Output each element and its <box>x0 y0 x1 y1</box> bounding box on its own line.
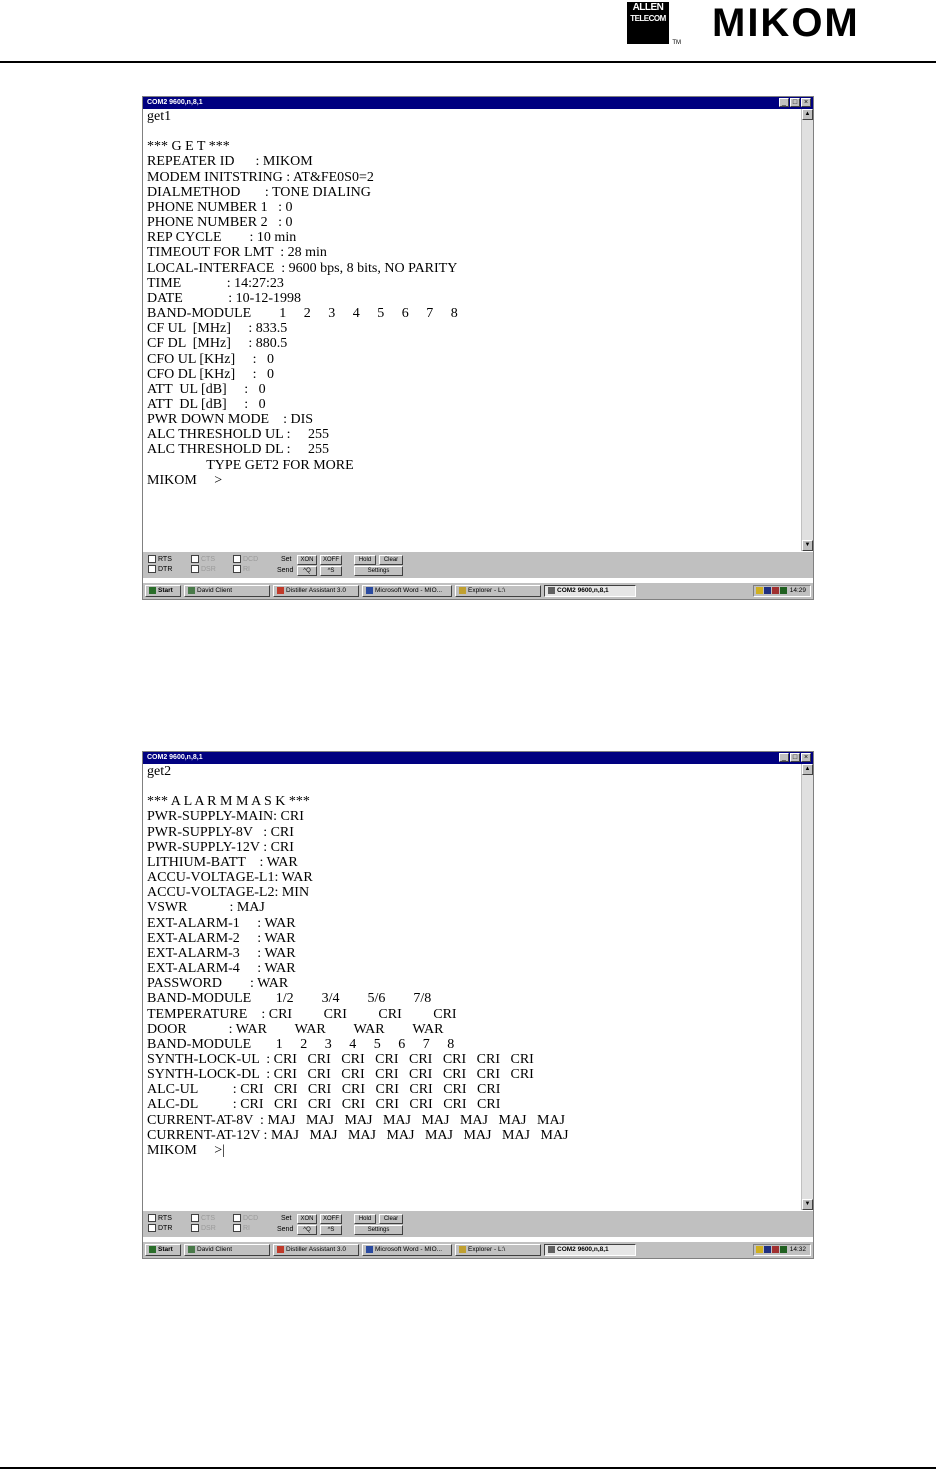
terminal-output[interactable] <box>147 109 799 549</box>
vertical-scrollbar[interactable] <box>801 109 813 551</box>
cts-indicator: CTS <box>191 1214 215 1224</box>
terminal-line: LOCAL-INTERFACE : 9600 bps, 8 bits, NO PARITY <box>147 260 458 276</box>
terminal-line: ALC-DL : CRI CRI CRI CRI CRI CRI CRI CRI <box>147 1097 501 1113</box>
taskbar-item[interactable]: Explorer - L:\ <box>455 585 541 597</box>
hold-button[interactable]: Hold <box>354 1214 376 1224</box>
allen-telecom-logo <box>627 2 681 46</box>
terminal-line <box>147 124 799 139</box>
minimize-button[interactable]: _ <box>779 753 789 762</box>
terminal-line: PWR-SUPPLY-8V : CRI <box>147 824 294 840</box>
speaker-icon[interactable] <box>756 1246 763 1253</box>
settings-button[interactable]: Settings <box>354 1225 403 1235</box>
terminal-line: MIKOM >| <box>147 1142 225 1158</box>
vertical-scrollbar[interactable] <box>801 764 813 1210</box>
send-label: Send <box>277 1226 294 1233</box>
terminal-line: PWR DOWN MODE : DIS <box>147 412 314 428</box>
window-title: COM2 9600,n,8,1 <box>147 99 203 106</box>
maximize-button[interactable]: □ <box>790 753 800 762</box>
taskbar-item-active[interactable]: COM2 9600,n,8,1 <box>544 585 636 597</box>
terminal-line: CF DL [MHz] : 880.5 <box>147 336 288 352</box>
maximize-button[interactable]: □ <box>790 98 800 107</box>
speaker-icon[interactable] <box>756 587 763 594</box>
terminal-line: DIALMETHOD : TONE DIALING <box>147 184 371 200</box>
terminal-line: EXT-ALARM-2 : WAR <box>147 930 296 946</box>
explorer-icon <box>459 1246 466 1253</box>
terminal-line: EXT-ALARM-1 : WAR <box>147 915 296 931</box>
dtr-checkbox[interactable]: DTR <box>148 565 172 575</box>
distiller-icon <box>277 587 284 594</box>
tray-app-icon[interactable] <box>780 587 787 594</box>
clear-button[interactable]: Clear <box>379 1214 403 1224</box>
set-label: Set <box>281 556 292 563</box>
ri-indicator: RI <box>233 1224 250 1234</box>
scroll-up-arrow[interactable]: ▲ <box>802 764 813 775</box>
set-xon-button[interactable]: XON <box>297 555 317 565</box>
taskbar-item[interactable]: Explorer - L:\ <box>455 1244 541 1256</box>
system-tray <box>753 585 811 597</box>
control-panel <box>143 551 813 578</box>
terminal-icon <box>548 587 555 594</box>
scroll-up-arrow[interactable]: ▲ <box>802 109 813 120</box>
rts-checkbox[interactable]: RTS <box>148 555 172 565</box>
terminal-icon <box>548 1246 555 1253</box>
terminal-line: TIMEOUT FOR LMT : 28 min <box>147 245 327 261</box>
terminal-line: CURRENT-AT-12V : MAJ MAJ MAJ MAJ MAJ MAJ MAJ MAJ <box>147 1127 569 1143</box>
terminal-line: BAND-MODULE 1 2 3 4 5 6 7 8 <box>147 1036 455 1052</box>
windows-flag-icon <box>149 587 156 594</box>
taskbar-item[interactable]: Distiller Assistant 3.0 <box>273 1244 359 1256</box>
dcd-indicator: DCD <box>233 1214 258 1224</box>
send-ctrl-s-button[interactable]: ^S <box>320 566 342 576</box>
scroll-down-arrow[interactable]: ▼ <box>802 540 813 551</box>
terminal-line: SYNTH-LOCK-DL : CRI CRI CRI CRI CRI CRI CRI CRI <box>147 1067 534 1083</box>
terminal-line: PHONE NUMBER 1 : 0 <box>147 199 293 215</box>
terminal-line: ALC THRESHOLD DL : 255 <box>147 442 329 458</box>
tray-app-icon[interactable] <box>780 1246 787 1253</box>
clock: 14:29 <box>789 587 806 594</box>
control-panel <box>143 1210 813 1237</box>
header-rule <box>0 61 936 63</box>
terminal-line: ACCU-VOLTAGE-L1: WAR <box>147 870 313 886</box>
terminal-line: ALC THRESHOLD UL : 255 <box>147 427 329 443</box>
window-title: COM2 9600,n,8,1 <box>147 754 203 761</box>
close-button[interactable]: × <box>801 98 811 107</box>
terminal-line: EXT-ALARM-4 : WAR <box>147 961 296 977</box>
terminal-line: SYNTH-LOCK-UL : CRI CRI CRI CRI CRI CRI CRI CRI <box>147 1051 534 1067</box>
terminal-line: ATT UL [dB] : 0 <box>147 381 266 397</box>
terminal-line: MIKOM > <box>147 472 223 488</box>
terminal-line: DOOR : WAR WAR WAR WAR <box>147 1021 444 1037</box>
terminal-window-get2 <box>142 751 814 1259</box>
allen-logo-line1: ALLEN <box>632 2 664 13</box>
terminal-line: PWR-SUPPLY-12V : CRI <box>147 839 294 855</box>
terminal-line: CFO UL [KHz] : 0 <box>147 351 275 367</box>
terminal-output[interactable] <box>147 764 799 1206</box>
terminal-line: BAND-MODULE 1 2 3 4 5 6 7 8 <box>147 306 458 322</box>
clear-button[interactable]: Clear <box>379 555 403 565</box>
app-icon <box>188 587 195 594</box>
taskbar-item[interactable]: Distiller Assistant 3.0 <box>273 585 359 597</box>
send-ctrl-s-button[interactable]: ^S <box>320 1225 342 1235</box>
allen-logo-line2: TELECOM <box>630 14 666 23</box>
mikom-logo: MIKOM <box>712 1 860 45</box>
distiller-icon <box>277 1246 284 1253</box>
cts-indicator: CTS <box>191 555 215 565</box>
dcd-indicator: DCD <box>233 555 258 565</box>
word-icon <box>366 587 373 594</box>
terminal-line: CF UL [MHz] : 833.5 <box>147 321 288 337</box>
terminal-line: *** A L A R M M A S K *** <box>147 794 310 810</box>
set-label: Set <box>281 1215 292 1222</box>
terminal-window-get1 <box>142 96 814 600</box>
window-titlebar[interactable] <box>143 97 813 109</box>
terminal-line: DATE : 10-12-1998 <box>147 290 301 306</box>
terminal-line: TIME : 14:27:23 <box>147 275 284 291</box>
terminal-line: TEMPERATURE : CRI CRI CRI CRI <box>147 1006 457 1022</box>
taskbar <box>143 582 813 599</box>
tray-app-icon[interactable] <box>772 1246 779 1253</box>
start-button[interactable]: Start <box>145 1244 181 1256</box>
system-tray <box>753 1244 811 1256</box>
ri-indicator: RI <box>233 565 250 575</box>
terminal-line: CURRENT-AT-8V : MAJ MAJ MAJ MAJ MAJ MAJ MAJ MAJ <box>147 1112 566 1128</box>
terminal-line: REPEATER ID : MIKOM <box>147 154 313 170</box>
windows-flag-icon <box>149 1246 156 1253</box>
network-icon[interactable] <box>764 587 771 594</box>
hold-button[interactable]: Hold <box>354 555 376 565</box>
dsr-indicator: DSR <box>191 565 216 575</box>
terminal-line: CFO DL [KHz] : 0 <box>147 366 275 382</box>
terminal-line: ALC-UL : CRI CRI CRI CRI CRI CRI CRI CRI <box>147 1082 501 1098</box>
terminal-line: EXT-ALARM-3 : WAR <box>147 945 296 961</box>
footer-rule <box>0 1467 936 1469</box>
set-xoff-button[interactable]: XOFF <box>320 555 342 565</box>
minimize-button[interactable]: _ <box>779 98 789 107</box>
rts-checkbox[interactable]: RTS <box>148 1214 172 1224</box>
send-label: Send <box>277 567 294 574</box>
set-xoff-button[interactable]: XOFF <box>320 1214 342 1224</box>
taskbar <box>143 1241 813 1258</box>
clock: 14:32 <box>789 1246 806 1253</box>
taskbar-item[interactable]: Microsoft Word - MIO... <box>362 585 452 597</box>
send-ctrl-q-button[interactable]: ^Q <box>297 1225 317 1235</box>
tray-app-icon[interactable] <box>772 587 779 594</box>
terminal-line: PWR-SUPPLY-MAIN: CRI <box>147 809 304 825</box>
terminal-line: get1 <box>147 109 172 124</box>
taskbar-item[interactable]: Microsoft Word - MIO... <box>362 1244 452 1256</box>
window-titlebar[interactable] <box>143 752 813 764</box>
taskbar-item[interactable]: David Client <box>184 1244 270 1256</box>
app-icon <box>188 1246 195 1253</box>
word-icon <box>366 1246 373 1253</box>
close-button[interactable]: × <box>801 753 811 762</box>
terminal-line: TYPE GET2 FOR MORE <box>147 457 354 473</box>
terminal-line: ACCU-VOLTAGE-L2: MIN <box>147 885 310 901</box>
explorer-icon <box>459 587 466 594</box>
scroll-down-arrow[interactable]: ▼ <box>802 1199 813 1210</box>
terminal-line: REP CYCLE : 10 min <box>147 230 297 246</box>
set-xon-button[interactable]: XON <box>297 1214 317 1224</box>
terminal-line: PHONE NUMBER 2 : 0 <box>147 215 293 231</box>
dsr-indicator: DSR <box>191 1224 216 1234</box>
network-icon[interactable] <box>764 1246 771 1253</box>
terminal-line: VSWR : MAJ <box>147 900 265 916</box>
send-ctrl-q-button[interactable]: ^Q <box>297 566 317 576</box>
terminal-line: *** G E T *** <box>147 139 230 155</box>
terminal-line: ATT DL [dB] : 0 <box>147 396 266 412</box>
terminal-line: PASSWORD : WAR <box>147 976 289 992</box>
terminal-line <box>147 779 799 794</box>
terminal-line: MODEM INITSTRING : AT&FE0S0=2 <box>147 169 374 185</box>
allen-logo-trademark: TM <box>672 40 681 46</box>
taskbar-item[interactable]: David Client <box>184 585 270 597</box>
terminal-line: LITHIUM-BATT : WAR <box>147 854 298 870</box>
settings-button[interactable]: Settings <box>354 566 403 576</box>
taskbar-item-active[interactable]: COM2 9600,n,8,1 <box>544 1244 636 1256</box>
terminal-line: BAND-MODULE 1/2 3/4 5/6 7/8 <box>147 991 432 1007</box>
start-button[interactable]: Start <box>145 585 181 597</box>
dtr-checkbox[interactable]: DTR <box>148 1224 172 1234</box>
terminal-line: get2 <box>147 764 172 779</box>
